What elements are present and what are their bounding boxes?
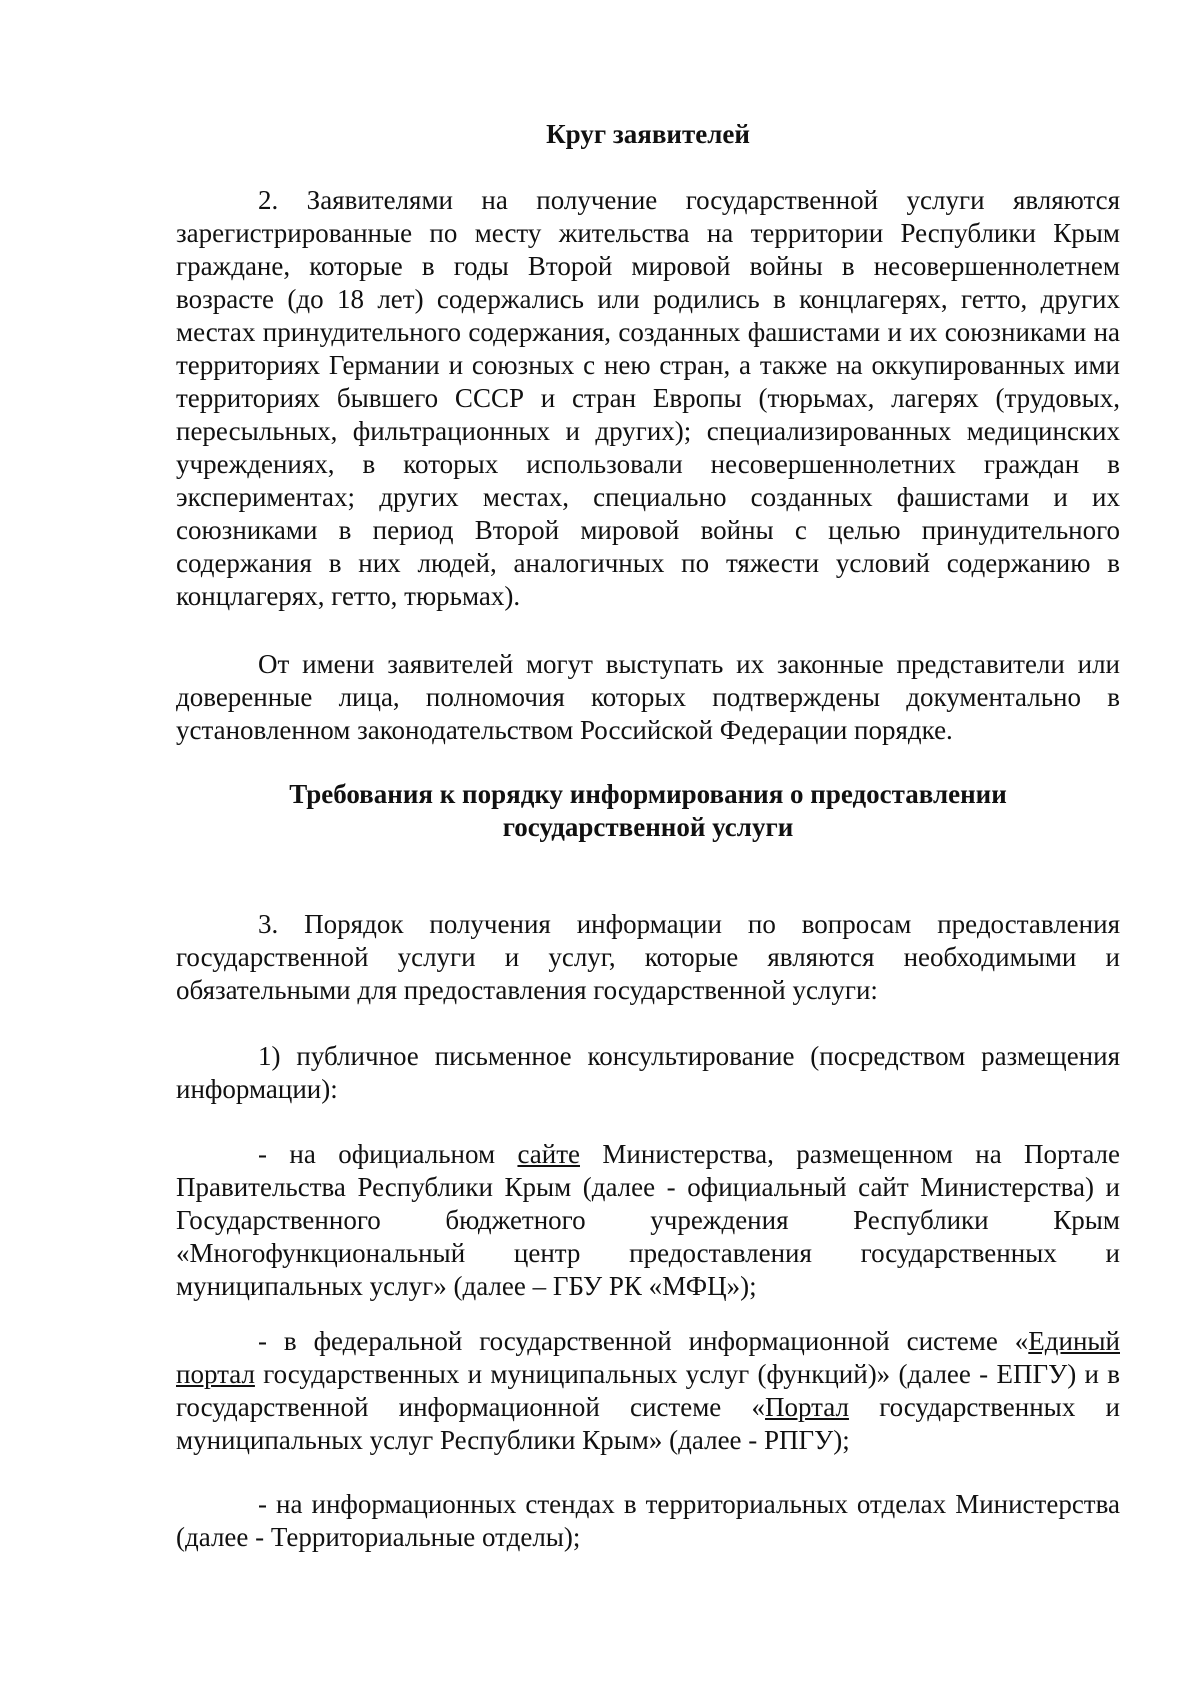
bullet-official-website-suffix: Министерства, размещенном на Портале Правительства Республики Крым (далее - официальный сайт Министерства) и Государственного бюджетного учреждения Республики Крым «Многофункциональный центр предоставления государственных и муниципальных услуг» (далее – ГБУ РК «МФЦ»); <box>176 1139 1121 1301</box>
bullet-official-website <box>176 1138 1120 1303</box>
section-heading-applicants: Круг заявителей <box>546 119 750 149</box>
paragraph-representatives: От имени заявителей могут выступать их законные представители или доверенные лица, полномочия которых подтверждены документально в установленном законодательством Российской Федерации порядке. <box>176 649 1120 745</box>
bullet-federal-portal-prefix: - в федеральной государственной информационной системе « <box>258 1326 1029 1356</box>
section-heading-informing <box>176 778 1120 844</box>
unified-portal-link[interactable]: Единый портал <box>176 1326 1120 1389</box>
list-item-public-consulting: 1) публичное письменное консультирование (посредством размещения информации): <box>176 1041 1120 1104</box>
bullet-information-stands: - на информационных стендах в территориальных отделах Министерства (далее - Территориальные отделы); <box>176 1489 1120 1552</box>
bullet-federal-portal-suffix: государственных и муниципальных услуг Республики Крым» (далее - РПГУ); <box>176 1392 1120 1455</box>
bullet-federal-portal-middle: государственных и муниципальных услуг (функций)» (далее - ЕПГУ) и в государственной информационной системе « <box>176 1359 1120 1422</box>
paragraph-information-procedure: 3. Порядок получения информации по вопросам предоставления государственной услуги и услуг, которые являются необходимыми и обязательными для предоставления государственной услуги: <box>176 909 1120 1005</box>
bullet-official-website-prefix: - на официальном <box>258 1139 518 1169</box>
document-page <box>176 0 1120 1694</box>
paragraph-applicants: 2. Заявителями на получение государственной услуги являются зарегистрированные по месту жительства на территории Республики Крым граждане, которые в годы Второй мировой войны в несовершеннолетнем возрасте (до 18 лет) содержались или родились в концлагерях, гетто, других местах принудительного содержания, созданных фашистами и их союзниками на территориях Германии и союзных с нею стран, а также на оккупированных ими территориях бывшего СССР и стран Европы (тюрьмах, лагерях (трудовых, пересыльных, фильтрационных и других); специализированных медицинских учреждениях, в которых использовали несовершеннолетних граждан в экспериментах; других местах, специально созданных фашистами и их союзниками в период Второй мировой войны с целью принудительного содержания в них людей, аналогичных по тяжести условий содержанию в концлагерях, гетто, тюрьмах). <box>176 185 1120 611</box>
regional-portal-link[interactable]: Портал <box>765 1392 849 1422</box>
section-heading-informing-line2: государственной услуги <box>502 812 794 842</box>
bullet-federal-portal <box>176 1325 1120 1457</box>
website-link[interactable]: сайте <box>517 1139 580 1169</box>
section-heading-informing-line1: Требования к порядку информирования о предоставлении <box>289 779 1007 809</box>
